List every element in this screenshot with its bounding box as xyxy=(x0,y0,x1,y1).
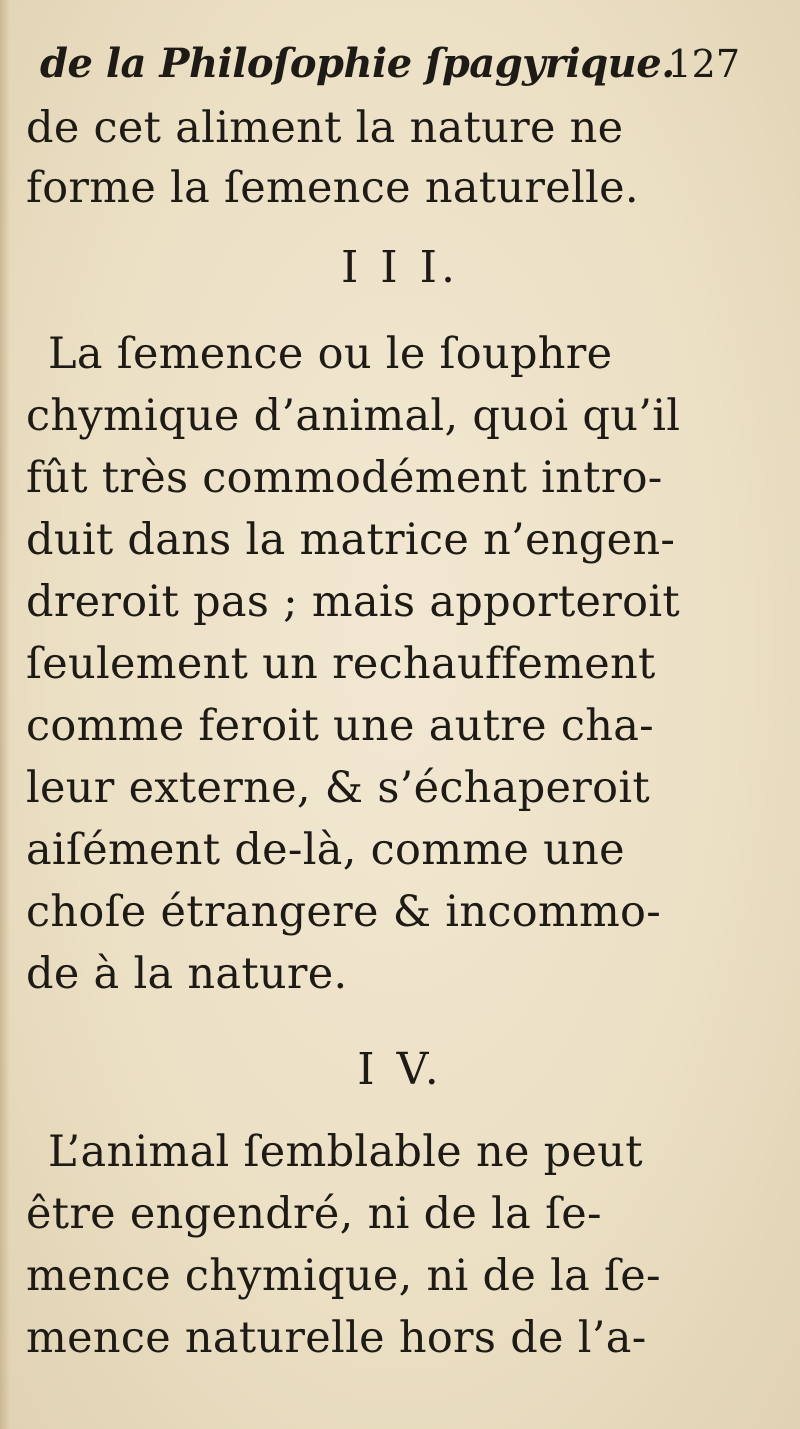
section-numeral-3: I I I. xyxy=(340,242,460,293)
text-line: mence chymique, ni de la ſe- xyxy=(26,1251,661,1301)
text-line: duit dans la matrice n’engen- xyxy=(26,515,676,565)
text-line: choſe étrangere & incommo- xyxy=(26,887,662,937)
text-line: de cet aliment la nature ne xyxy=(26,103,624,153)
text-line: ſeulement un rechauffement xyxy=(26,639,656,689)
section-numeral-4: I V. xyxy=(357,1044,443,1095)
text-line: être engendré, ni de la ſe- xyxy=(26,1189,602,1239)
text-line: L’animal ſemblable ne peut xyxy=(48,1127,643,1177)
running-header xyxy=(40,40,740,100)
text-line: mence naturelle hors de l’a- xyxy=(26,1313,647,1363)
text-line: forme la ſemence naturelle. xyxy=(26,163,639,213)
running-title: de la Philoſophie ſpagyrique. xyxy=(40,40,675,87)
text-line: comme feroit une autre cha- xyxy=(26,701,654,751)
text-line: dreroit pas ; mais apporteroit xyxy=(26,577,680,627)
text-line: de à la nature. xyxy=(26,949,348,999)
text-line: fût très commodément intro- xyxy=(26,453,663,503)
page-number: 127 xyxy=(667,42,740,86)
text-line: leur externe, & s’échaperoit xyxy=(26,763,650,813)
text-line: La ſemence ou le ſouphre xyxy=(48,329,613,379)
text-line: aiſément de-là, comme une xyxy=(26,825,625,875)
text-line: chymique d’animal, quoi qu’il xyxy=(26,391,681,441)
